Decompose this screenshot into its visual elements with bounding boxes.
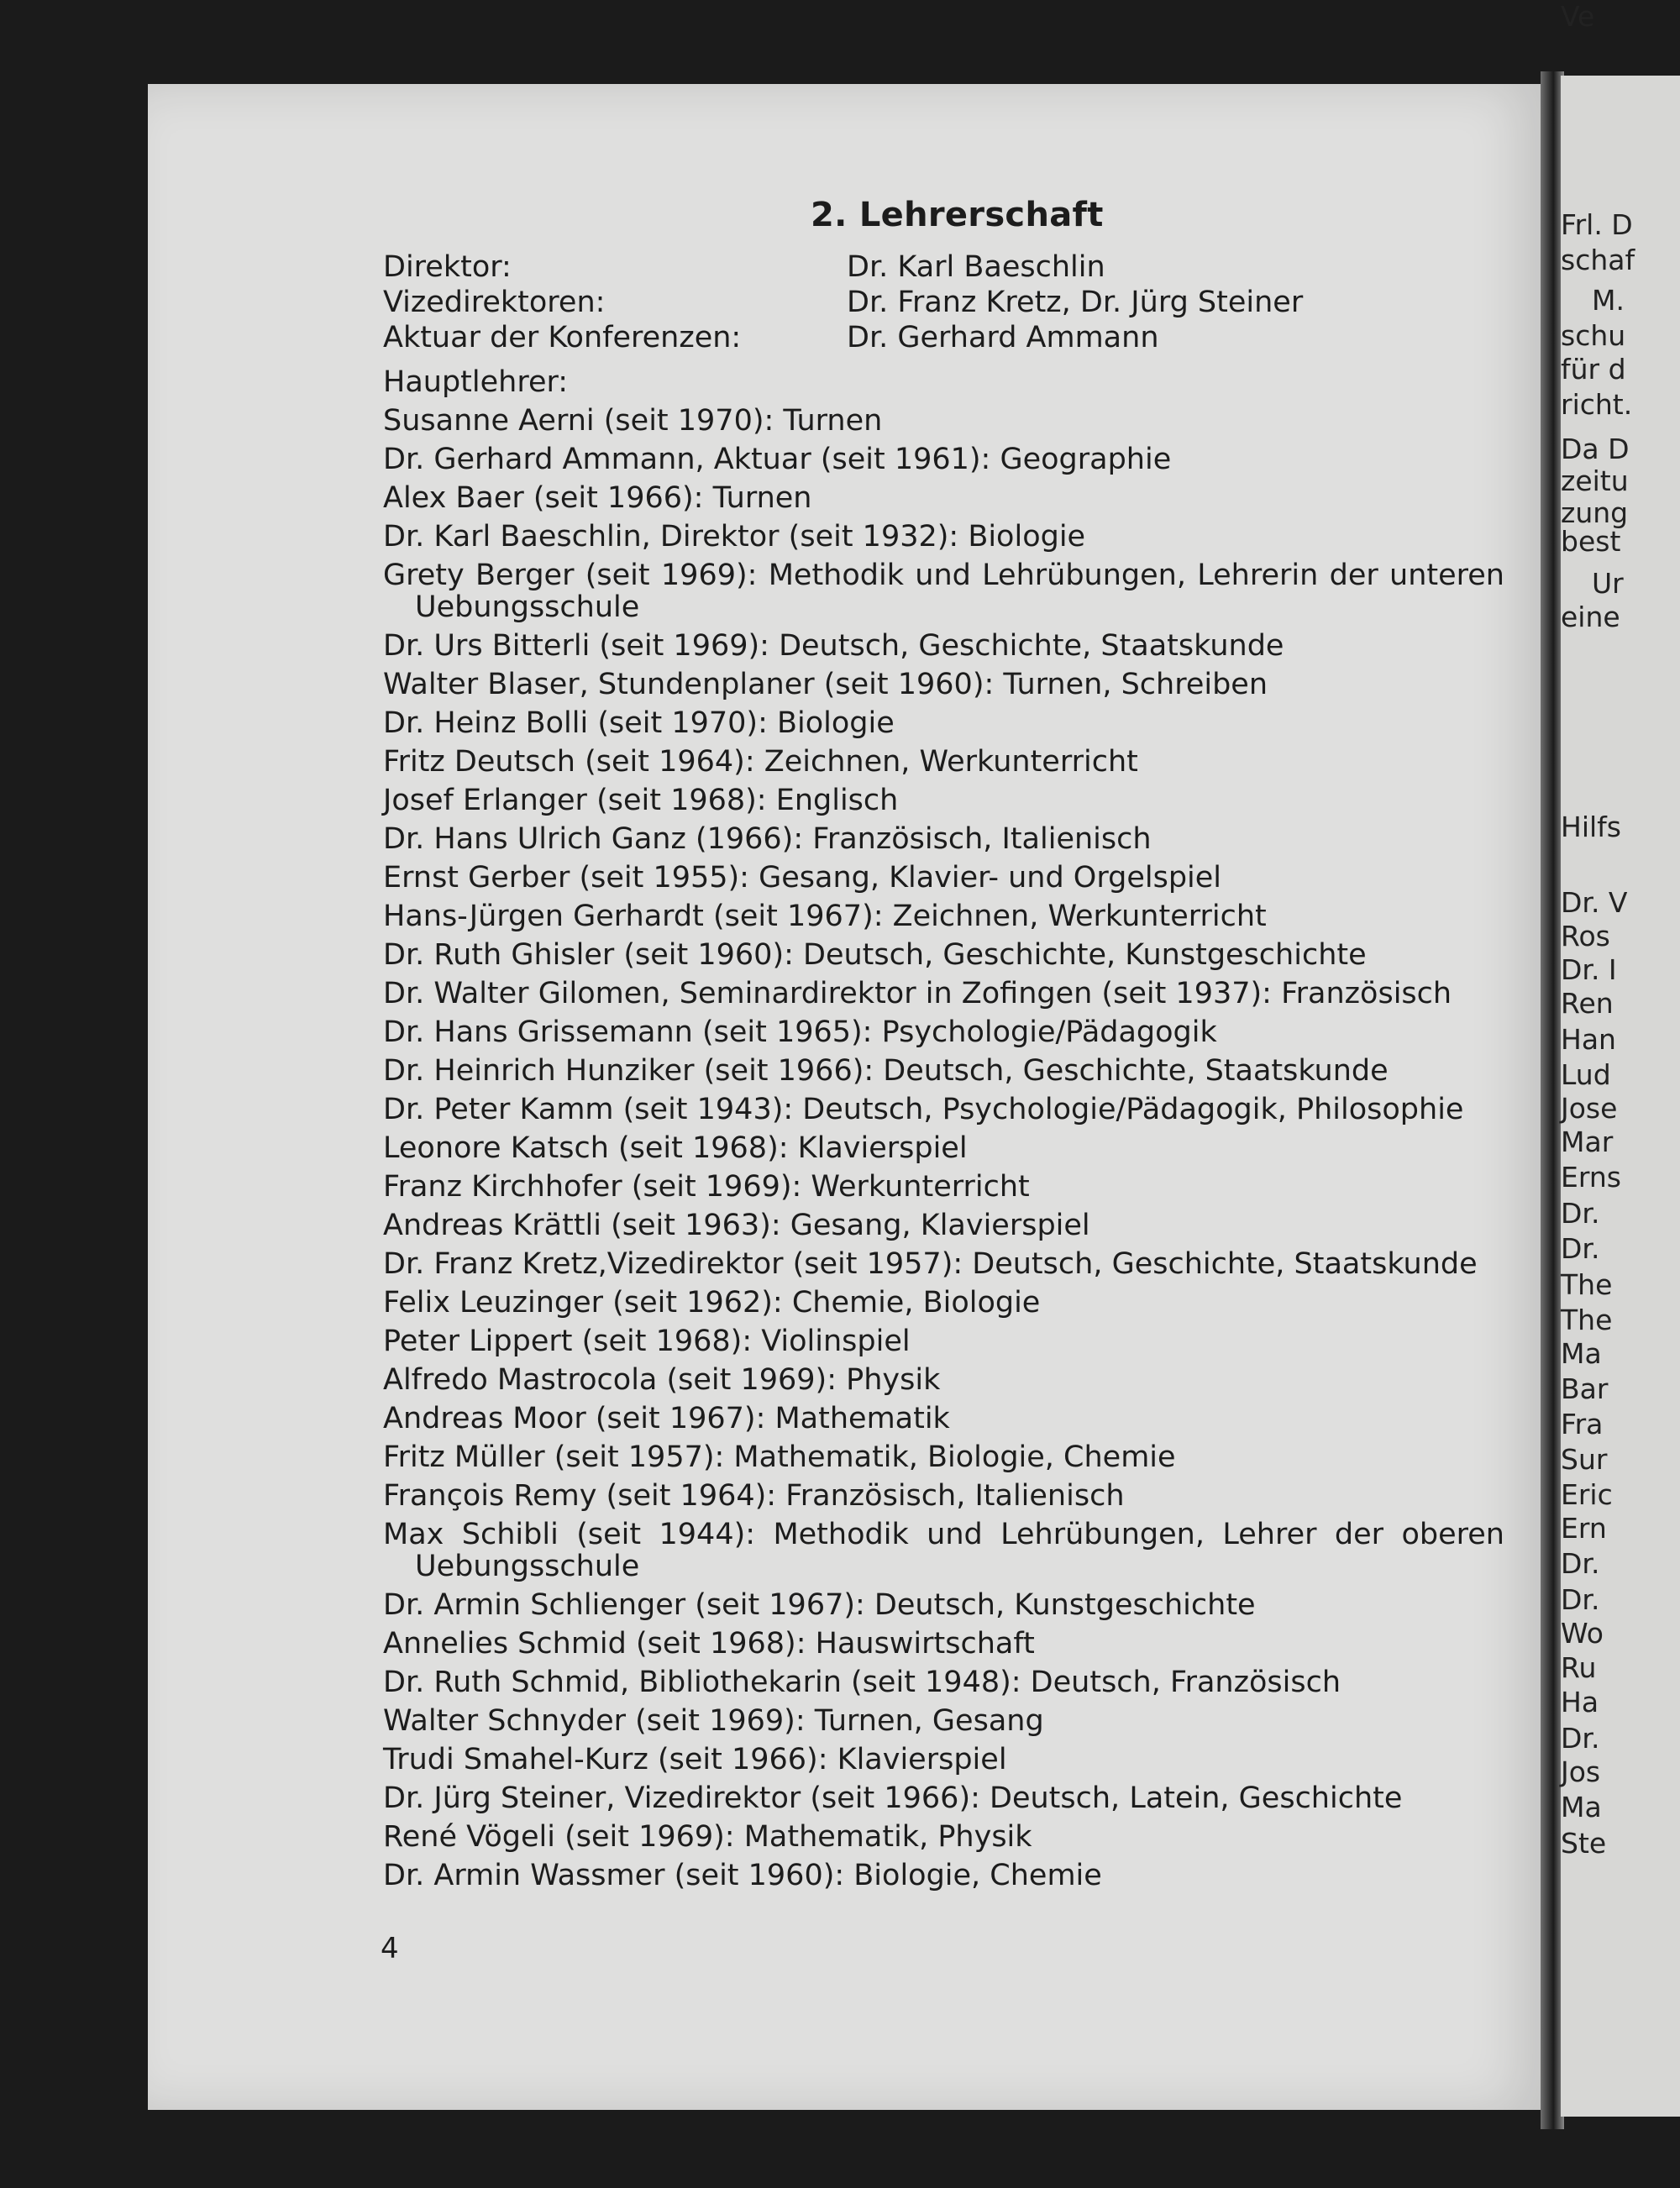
teacher-list: [383, 363, 1504, 1895]
list-item: Walter Schnyder (seit 1969): Turnen, Gesang: [383, 1704, 1044, 1738]
list-item: Dr. Karl Baeschlin, Direktor (seit 1932): Biologie: [383, 520, 1086, 554]
list-item: Dr. Urs Bitterli (seit 1969): Deutsch, Geschichte, Staatskunde: [383, 629, 1284, 663]
right-page-fragment: Dr.: [1561, 1583, 1600, 1616]
right-page-fragment: Ren: [1561, 987, 1614, 1020]
right-page-fragment: Dr.: [1561, 1722, 1600, 1755]
right-page-fragment: eine: [1561, 601, 1620, 633]
right-page-fragment: M.: [1592, 284, 1625, 317]
list-item: Grety Berger (seit 1969): Methodik und Lehrübungen, Lehrerin der unteren Uebungsschule: [383, 559, 1504, 624]
right-page-fragment: Sur: [1561, 1443, 1608, 1476]
right-page-fragment: Eric: [1561, 1478, 1613, 1511]
list-item: Leonore Katsch (seit 1968): Klavierspiel: [383, 1131, 968, 1165]
list-item: Dr. Armin Wassmer (seit 1960): Biologie, Chemie: [383, 1859, 1102, 1892]
list-item: Dr. Jürg Steiner, Vizedirektor (seit 1966): Deutsch, Latein, Geschichte: [383, 1781, 1403, 1815]
list-item: Annelies Schmid (seit 1968): Hauswirtschaft: [383, 1627, 1035, 1661]
right-page-fragment: Hilfs: [1561, 811, 1621, 843]
right-page-fragment: Ma: [1561, 1791, 1602, 1823]
right-page-fragment: Ste: [1561, 1827, 1607, 1860]
list-item: Dr. Franz Kretz,Vizedirektor (seit 1957): Deutsch, Geschichte, Staatskunde: [383, 1247, 1478, 1281]
list-heading: Hauptlehrer:: [383, 365, 569, 399]
list-item: Dr. Hans Ulrich Ganz (1966): Französisch, Italienisch: [383, 822, 1152, 856]
list-item: René Vögeli (seit 1969): Mathematik, Physik: [383, 1820, 1032, 1854]
role-label: Aktuar der Konferenzen:: [383, 321, 742, 354]
right-page-fragment: schu: [1561, 319, 1626, 352]
role-value: Dr. Gerhard Ammann: [847, 321, 1159, 354]
list-item: Dr. Gerhard Ammann, Aktuar (seit 1961): Geographie: [383, 443, 1172, 476]
list-item: Walter Blaser, Stundenplaner (seit 1960): Turnen, Schreiben: [383, 668, 1268, 701]
right-page-fragment: Mar: [1561, 1125, 1614, 1158]
right-page-fragment: zung: [1561, 496, 1629, 529]
list-item: Trudi Smahel-Kurz (seit 1966): Klavierspiel: [383, 1743, 1007, 1776]
list-item: Peter Lippert (seit 1968): Violinspiel: [383, 1325, 911, 1358]
list-item: Dr. Peter Kamm (seit 1943): Deutsch, Psychologie/Pädagogik, Philosophie: [383, 1093, 1464, 1126]
right-page-fragment: Ha: [1561, 1686, 1599, 1718]
list-item: François Remy (seit 1964): Französisch, Italienisch: [383, 1479, 1125, 1513]
list-item: Alex Baer (seit 1966): Turnen: [383, 481, 812, 515]
right-page-fragment: best: [1561, 525, 1621, 558]
list-item: Hans-Jürgen Gerhardt (seit 1967): Zeichnen, Werkunterricht: [383, 900, 1267, 933]
list-item: Fritz Deutsch (seit 1964): Zeichnen, Werkunterricht: [383, 745, 1138, 779]
role-value: Dr. Franz Kretz, Dr. Jürg Steiner: [847, 286, 1304, 319]
list-item: Andreas Krättli (seit 1963): Gesang, Klavierspiel: [383, 1209, 1090, 1242]
right-page-fragment: Da D: [1561, 433, 1630, 465]
right-page-fragment: The: [1561, 1268, 1613, 1301]
list-item: Ernst Gerber (seit 1955): Gesang, Klavier- und Orgelspiel: [383, 861, 1222, 895]
role-value: Dr. Karl Baeschlin: [847, 250, 1105, 284]
right-page-fragment: Ru: [1561, 1651, 1597, 1684]
list-item: Dr. Heinrich Hunziker (seit 1966): Deutsch, Geschichte, Staatskunde: [383, 1054, 1389, 1088]
right-page-fragment: Ern: [1561, 1512, 1607, 1545]
right-page-fragment: Dr. I: [1561, 953, 1617, 986]
right-page-fragment: Wo: [1561, 1617, 1604, 1650]
right-page-fragment: Jos: [1561, 1755, 1601, 1788]
role-label: Vizedirektoren:: [383, 286, 606, 319]
section-title: 2. Lehrerschaft: [811, 196, 1104, 234]
right-page-fragment: Bar: [1561, 1372, 1609, 1405]
right-page-fragment: schaf: [1561, 244, 1635, 276]
right-page-fragment: Ve: [1561, 0, 1595, 33]
list-item: Alfredo Mastrocola (seit 1969): Physik: [383, 1363, 941, 1397]
right-page-fragment: Dr.: [1561, 1547, 1600, 1580]
right-page-fragment: Frl. D: [1561, 208, 1633, 241]
list-item: Max Schibli (seit 1944): Methodik und Lehrübungen, Lehrer der oberen Uebungsschule: [383, 1518, 1504, 1583]
list-item: Dr. Walter Gilomen, Seminardirektor in Zofingen (seit 1937): Französisch: [383, 977, 1452, 1010]
right-page-fragment: Dr.: [1561, 1232, 1600, 1265]
list-item: Dr. Ruth Schmid, Bibliothekarin (seit 1948): Deutsch, Französisch: [383, 1666, 1341, 1699]
list-item: Dr. Heinz Bolli (seit 1970): Biologie: [383, 706, 895, 740]
list-item: Franz Kirchhofer (seit 1969): Werkunterricht: [383, 1170, 1030, 1204]
right-page-fragment: Dr. V: [1561, 886, 1628, 919]
list-item: Dr. Hans Grissemann (seit 1965): Psychologie/Pädagogik: [383, 1015, 1217, 1049]
role-label: Direktor:: [383, 250, 512, 284]
list-item: Dr. Armin Schlienger (seit 1967): Deutsch, Kunstgeschichte: [383, 1588, 1256, 1622]
right-page-fragment: Erns: [1561, 1161, 1621, 1194]
list-item: Andreas Moor (seit 1967): Mathematik: [383, 1402, 950, 1435]
right-page-fragment: richt.: [1561, 388, 1633, 421]
list-item: Felix Leuzinger (seit 1962): Chemie, Biologie: [383, 1286, 1041, 1320]
right-page-fragment: Dr.: [1561, 1197, 1600, 1230]
list-item: Susanne Aerni (seit 1970): Turnen: [383, 404, 883, 438]
right-page-fragment: Jose: [1561, 1092, 1618, 1125]
right-page-fragment: Ur: [1592, 567, 1624, 600]
right-page-fragment: Ma: [1561, 1337, 1602, 1370]
right-page-fragment: für d: [1561, 353, 1626, 386]
right-page-fragment: zeitu: [1561, 464, 1629, 497]
right-page-fragment: Fra: [1561, 1408, 1604, 1440]
page-number: 4: [381, 1932, 399, 1965]
right-page-fragment: Ros: [1561, 920, 1610, 952]
list-item: Fritz Müller (seit 1957): Mathematik, Biologie, Chemie: [383, 1440, 1176, 1474]
list-item: Dr. Ruth Ghisler (seit 1960): Deutsch, Geschichte, Kunstgeschichte: [383, 938, 1367, 972]
right-page-fragment: Lud: [1561, 1058, 1611, 1091]
list-item: Josef Erlanger (seit 1968): Englisch: [383, 784, 899, 817]
right-page: [1561, 0, 1680, 2117]
right-page-fragment: Han: [1561, 1023, 1616, 1056]
right-page-fragment: The: [1561, 1304, 1613, 1336]
